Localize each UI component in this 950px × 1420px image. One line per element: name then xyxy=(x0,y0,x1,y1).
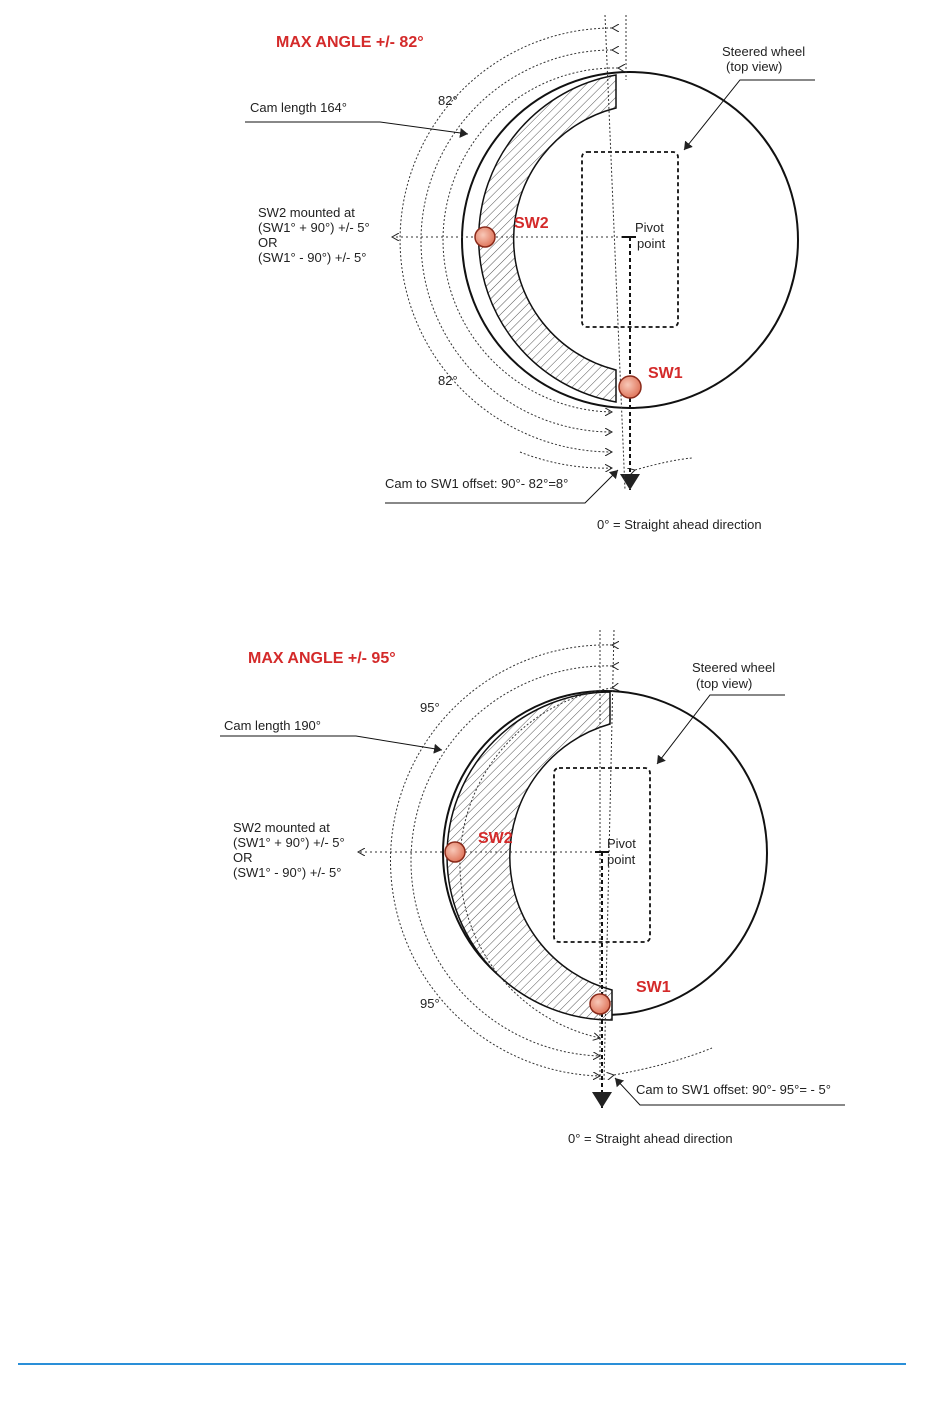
title: MAX ANGLE +/- 95° xyxy=(248,650,396,667)
sw2-mount-3: OR xyxy=(233,850,253,865)
title: MAX ANGLE +/- 82° xyxy=(276,34,424,51)
pivot-1: Pivot xyxy=(607,836,636,851)
sw2-switch xyxy=(475,227,495,247)
dim-arc-4 xyxy=(614,1048,712,1075)
angle-bottom: 82° xyxy=(438,373,458,388)
sw1-label: SW1 xyxy=(648,365,683,382)
diagram-95 xyxy=(220,630,845,1146)
pivot-2: point xyxy=(607,852,636,867)
wheel-label-1: Steered wheel xyxy=(692,660,776,675)
sw1-switch xyxy=(590,994,610,1014)
sw2-mount-4: (SW1° - 90°) +/- 5° xyxy=(233,865,342,880)
dim-arc-5 xyxy=(635,458,692,470)
pivot-2: point xyxy=(637,236,666,251)
sw2-mount-2: (SW1° + 90°) +/- 5° xyxy=(258,220,370,235)
angle-top: 82° xyxy=(438,93,458,108)
wheel-label-1: Steered wheel xyxy=(722,44,806,59)
dim-arc-4 xyxy=(520,452,612,468)
sw2-mount-1: SW2 mounted at xyxy=(258,205,355,220)
sw2-mount-3: OR xyxy=(258,235,278,250)
footer-rule xyxy=(18,1363,906,1365)
cam-length: Cam length 190° xyxy=(224,718,321,733)
pivot-1: Pivot xyxy=(635,220,664,235)
sw1-switch xyxy=(619,376,641,398)
wheel-leader xyxy=(657,695,785,764)
sw2-mount-4: (SW1° - 90°) +/- 5° xyxy=(258,250,367,265)
sw2-mount-2: (SW1° + 90°) +/- 5° xyxy=(233,835,345,850)
angle-bottom: 95° xyxy=(420,996,440,1011)
sw2-switch xyxy=(445,842,465,862)
angle-top: 95° xyxy=(420,700,440,715)
cam-hatched xyxy=(447,692,612,1020)
sw2-label: SW2 xyxy=(514,215,549,232)
diagram-82 xyxy=(245,15,815,532)
sw1-label: SW1 xyxy=(636,979,671,996)
wheel-leader xyxy=(684,80,815,150)
sw2-label: SW2 xyxy=(478,830,513,847)
cam-length-leader xyxy=(220,736,442,750)
offset-label: Cam to SW1 offset: 90°- 82°=8° xyxy=(385,476,569,491)
offset-label: Cam to SW1 offset: 90°- 95°= - 5° xyxy=(636,1082,831,1097)
wheel-label-2: (top view) xyxy=(726,59,783,74)
cam-hatched xyxy=(479,75,616,402)
straight-label: 0° = Straight ahead direction xyxy=(597,517,762,532)
cam-length: Cam length 164° xyxy=(250,100,347,115)
wheel-label-2: (top view) xyxy=(696,676,753,691)
sw2-mount-1: SW2 mounted at xyxy=(233,820,330,835)
straight-label: 0° = Straight ahead direction xyxy=(568,1131,733,1146)
